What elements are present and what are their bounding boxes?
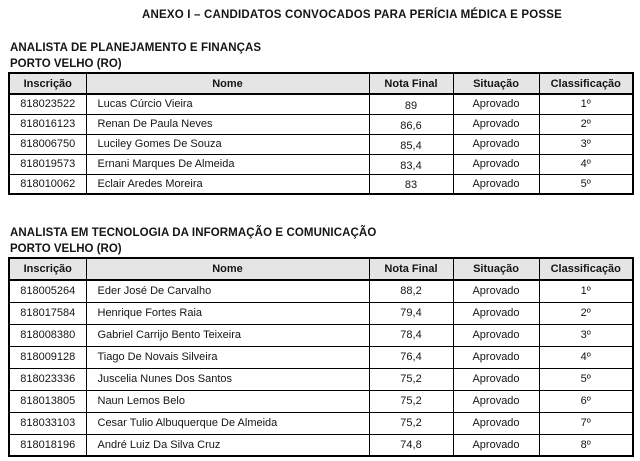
cell-inscricao: 818016123: [9, 114, 86, 134]
cell-nome: Eder José De Carvalho: [86, 280, 369, 302]
cell-nota-final: 75,2: [369, 390, 453, 412]
cell-inscricao: 818013805: [9, 390, 86, 412]
table-row: [9, 368, 633, 390]
cell-nota-final: 89: [369, 94, 453, 114]
column-header: Classificação: [539, 258, 633, 280]
cell-nome: Gabriel Carrijo Bento Teixeira: [86, 324, 369, 346]
cell-situacao: Aprovado: [453, 280, 539, 302]
cell-classificacao: 8º: [539, 434, 633, 456]
cell-situacao: Aprovado: [453, 114, 539, 134]
table-row: [9, 94, 633, 114]
cell-classificacao: 7º: [539, 412, 633, 434]
cell-inscricao: 818005264: [9, 280, 86, 302]
cell-situacao: Aprovado: [453, 346, 539, 368]
cell-situacao: Aprovado: [453, 324, 539, 346]
cell-nota-final: 83,4: [369, 154, 453, 174]
cell-inscricao: 818018196: [9, 434, 86, 456]
column-header: Situação: [453, 73, 539, 94]
cell-nome: Naun Lemos Belo: [86, 390, 369, 412]
table-row: [9, 114, 633, 134]
cell-inscricao: 818006750: [9, 134, 86, 154]
cell-nome: Lucas Cúrcio Vieira: [86, 94, 369, 114]
column-header: Classificação: [539, 73, 633, 94]
cell-classificacao: 5º: [539, 368, 633, 390]
cell-nome: Luciley Gomes De Souza: [86, 134, 369, 154]
section-location-heading: PORTO VELHO (RO): [10, 243, 122, 255]
cell-nota-final: 75,2: [369, 412, 453, 434]
cell-nome: Renan De Paula Neves: [86, 114, 369, 134]
cell-nota-final: 88,2: [369, 280, 453, 302]
cell-nome: Tiago De Novais Silveira: [86, 346, 369, 368]
cell-classificacao: 3º: [539, 324, 633, 346]
column-header: Situação: [453, 258, 539, 280]
cell-nota-final: 75,2: [369, 368, 453, 390]
cell-classificacao: 1º: [539, 94, 633, 114]
cell-nome: André Luiz Da Silva Cruz: [86, 434, 369, 456]
cell-situacao: Aprovado: [453, 134, 539, 154]
table-row: [9, 324, 633, 346]
cell-nome: Juscelia Nunes Dos Santos: [86, 368, 369, 390]
cell-inscricao: 818019573: [9, 154, 86, 174]
section-role-heading: ANALISTA EM TECNOLOGIA DA INFORMAÇÃO E COMUNICAÇÃO: [10, 227, 377, 239]
cell-nome: Eclair Aredes Moreira: [86, 174, 369, 194]
column-header: Nota Final: [369, 258, 453, 280]
cell-inscricao: 818023336: [9, 368, 86, 390]
column-header: Nota Final: [369, 73, 453, 94]
table-row: [9, 174, 633, 194]
cell-classificacao: 2º: [539, 114, 633, 134]
cell-situacao: Aprovado: [453, 302, 539, 324]
table-row: [9, 280, 633, 302]
table-header: [9, 258, 633, 280]
cell-nome: Ernani Marques De Almeida: [86, 154, 369, 174]
cell-inscricao: 818023522: [9, 94, 86, 114]
cell-nota-final: 79,4: [369, 302, 453, 324]
table-row: [9, 346, 633, 368]
column-header: Inscrição: [9, 258, 86, 280]
cell-nota-final: 78,4: [369, 324, 453, 346]
table-row: [9, 154, 633, 174]
cell-situacao: Aprovado: [453, 368, 539, 390]
cell-situacao: Aprovado: [453, 94, 539, 114]
cell-classificacao: 6º: [539, 390, 633, 412]
job-section: [8, 227, 632, 457]
cell-inscricao: 818033103: [9, 412, 86, 434]
table-row: [9, 302, 633, 324]
table-row: [9, 390, 633, 412]
cell-nota-final: 85,4: [369, 134, 453, 154]
job-section: [8, 42, 632, 195]
cell-nota-final: 83: [369, 174, 453, 194]
section-role-heading: ANALISTA DE PLANEJAMENTO E FINANÇAS: [10, 42, 262, 54]
cell-situacao: Aprovado: [453, 412, 539, 434]
section-location-heading: PORTO VELHO (RO): [10, 58, 122, 70]
cell-nome: Cesar Tulio Albuquerque De Almeida: [86, 412, 369, 434]
results-table: [8, 72, 634, 195]
cell-classificacao: 3º: [539, 134, 633, 154]
cell-nota-final: 76,4: [369, 346, 453, 368]
cell-inscricao: 818017584: [9, 302, 86, 324]
cell-situacao: Aprovado: [453, 434, 539, 456]
cell-nota-final: 74,8: [369, 434, 453, 456]
cell-inscricao: 818010062: [9, 174, 86, 194]
document-title: ANEXO I – CANDIDATOS CONVOCADOS PARA PERÍCIA MÉDICA E POSSE: [141, 9, 563, 21]
table-row: [9, 134, 633, 154]
cell-situacao: Aprovado: [453, 174, 539, 194]
cell-inscricao: 818008380: [9, 324, 86, 346]
cell-situacao: Aprovado: [453, 154, 539, 174]
cell-nota-final: 86,6: [369, 114, 453, 134]
table-header: [9, 73, 633, 94]
cell-situacao: Aprovado: [453, 390, 539, 412]
table-row: [9, 434, 633, 456]
cell-inscricao: 818009128: [9, 346, 86, 368]
cell-classificacao: 4º: [539, 154, 633, 174]
column-header: Nome: [86, 73, 369, 94]
cell-nome: Henrique Fortes Raia: [86, 302, 369, 324]
document-page: [0, 9, 640, 457]
cell-classificacao: 1º: [539, 280, 633, 302]
column-header: Inscrição: [9, 73, 86, 94]
results-table: [8, 257, 634, 457]
cell-classificacao: 2º: [539, 302, 633, 324]
column-header: Nome: [86, 258, 369, 280]
table-row: [9, 412, 633, 434]
cell-classificacao: 5º: [539, 174, 633, 194]
cell-classificacao: 4º: [539, 346, 633, 368]
sections-container: [8, 42, 632, 457]
